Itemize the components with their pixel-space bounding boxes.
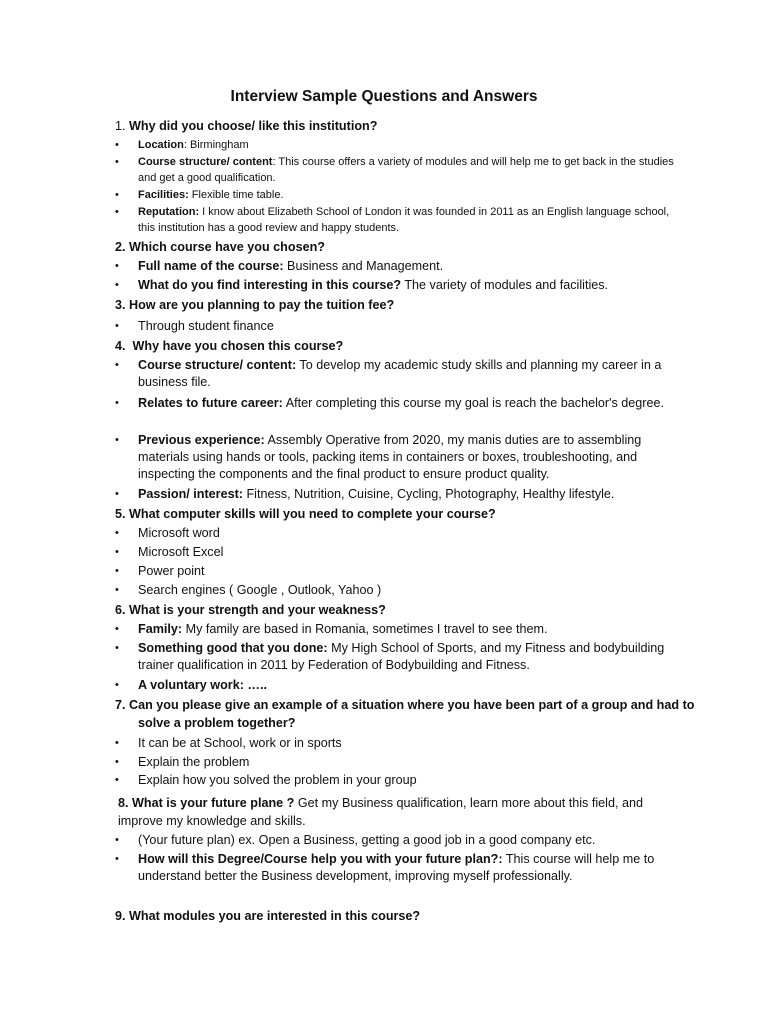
question-3: 3. How are you planning to pay the tuition fee? <box>115 298 395 312</box>
question-1-text: Why did you choose/ like this institution? <box>129 119 378 133</box>
question-9: 9. What modules you are interested in this course? <box>115 909 421 923</box>
list-item: • Course structure/ content: This course offers a variety of modules and will help me to get back in the studies and get a good qualification. <box>115 156 674 184</box>
bullet-icon: • <box>115 584 119 596</box>
question-7: 7. Can you please give an example of a situation where you have been part of a group and had to solve a problem together? <box>115 698 695 730</box>
question-2: 2. Which course have you chosen? <box>115 240 325 254</box>
bullet-icon: • <box>115 527 119 539</box>
question-1: 1. Why did you choose/ like this institution? <box>115 119 378 133</box>
question-8: 8. What is your future plane ? Get my Business qualification, learn more about this field, and improve my knowledge and skills. <box>118 796 643 828</box>
list-item: • It can be at School, work or in sports <box>115 736 342 750</box>
list-item: • How will this Degree/Course help you with your future plan?: This course will help me to understand better the Business development, improving myself professionally. <box>115 852 655 883</box>
bullet-icon: • <box>115 397 119 409</box>
list-item: • Location: Birmingham <box>115 139 249 151</box>
bullet-icon: • <box>115 834 119 846</box>
list-item: • Through student finance <box>115 319 274 333</box>
question-6-text: What is your strength and your weakness? <box>129 603 386 617</box>
bullet-icon: • <box>115 546 119 558</box>
list-item: • Reputation: I know about Elizabeth School of London it was founded in 2011 as an English language school, this institution has a good review and happy students. <box>115 206 670 234</box>
bullet-icon: • <box>115 260 119 272</box>
list-item: • Course structure/ content: To develop my academic study skills and planning my career in a business file. <box>115 358 662 389</box>
question-2-text: Which course have you chosen? <box>129 240 325 254</box>
bullet-icon: • <box>115 679 119 691</box>
bullet-icon: • <box>115 279 119 291</box>
question-4-text: Why have you chosen this course? <box>132 339 344 353</box>
bullet-icon: • <box>115 156 119 168</box>
bullet-icon: • <box>115 565 119 577</box>
list-item: • Something good that you done: My High School of Sports, and my Fitness and bodybuilding trainer qualification in 2011 by Federation of Bodybuilding and Fitness. <box>115 641 665 672</box>
bullet-icon: • <box>115 756 119 768</box>
list-item: • Relates to future career: After completing this course my goal is reach the bachelor's degree. <box>115 396 665 410</box>
bullet-icon: • <box>115 623 119 635</box>
question-9-text: What modules you are interested in this course? <box>129 909 421 923</box>
question-6: 6. What is your strength and your weakness? <box>115 603 386 617</box>
list-item: • Search engines ( Google , Outlook, Yahoo ) <box>115 583 382 597</box>
list-item: • A voluntary work: ….. <box>115 678 267 692</box>
bullet-icon: • <box>115 434 119 446</box>
question-3-text: How are you planning to pay the tuition fee? <box>129 298 395 312</box>
question-8-text: What is your future plane ? <box>132 796 295 810</box>
bullet-icon: • <box>115 853 119 865</box>
question-5-text: What computer skills will you need to complete your course? <box>129 507 496 521</box>
bullet-icon: • <box>115 139 119 151</box>
question-7-text: Can you please give an example of a situation where you have been part of a group and had to solve a problem together? <box>129 698 695 730</box>
bullet-icon: • <box>115 774 119 786</box>
list-item: • Passion/ interest: Fitness, Nutrition, Cuisine, Cycling, Photography, Healthy lifestyle. <box>115 487 615 501</box>
list-item: • Microsoft word <box>115 526 220 540</box>
list-item: • Previous experience: Assembly Operative from 2020, my manis duties are to assembling materials using hands or tools, packing items in containers or boxes, troubleshooting, and inspecting the components and the final product to ensure product quality. <box>115 433 642 481</box>
list-item: • Facilities: Flexible time table. <box>115 189 284 201</box>
list-item: • Full name of the course: Business and Management. <box>115 259 444 273</box>
bullet-icon: • <box>115 189 119 201</box>
list-item: • Power point <box>115 564 205 578</box>
question-5: 5. What computer skills will you need to complete your course? <box>115 507 496 521</box>
bullet-icon: • <box>115 320 119 332</box>
bullet-icon: • <box>115 206 119 218</box>
bullet-icon: • <box>115 642 119 654</box>
list-item: • Family: My family are based in Romania, sometimes I travel to see them. <box>115 622 548 636</box>
bullet-icon: • <box>115 359 119 371</box>
list-item: • (Your future plan) ex. Open a Business, getting a good job in a good company etc. <box>115 833 596 847</box>
document-title: Interview Sample Questions and Answers <box>230 88 538 105</box>
list-item: • Explain the problem <box>115 755 250 769</box>
list-item: • Explain how you solved the problem in your group <box>115 773 417 787</box>
list-item: • Microsoft Excel <box>115 545 224 559</box>
bullet-icon: • <box>115 737 119 749</box>
question-8-answer: Get my Business qualification, learn more about this field, and improve my knowledge and skills. <box>118 796 643 828</box>
question-4: 4. Why have you chosen this course? <box>115 339 344 353</box>
bullet-icon: • <box>115 488 119 500</box>
list-item: • What do you find interesting in this course? The variety of modules and facilities. <box>115 278 609 292</box>
